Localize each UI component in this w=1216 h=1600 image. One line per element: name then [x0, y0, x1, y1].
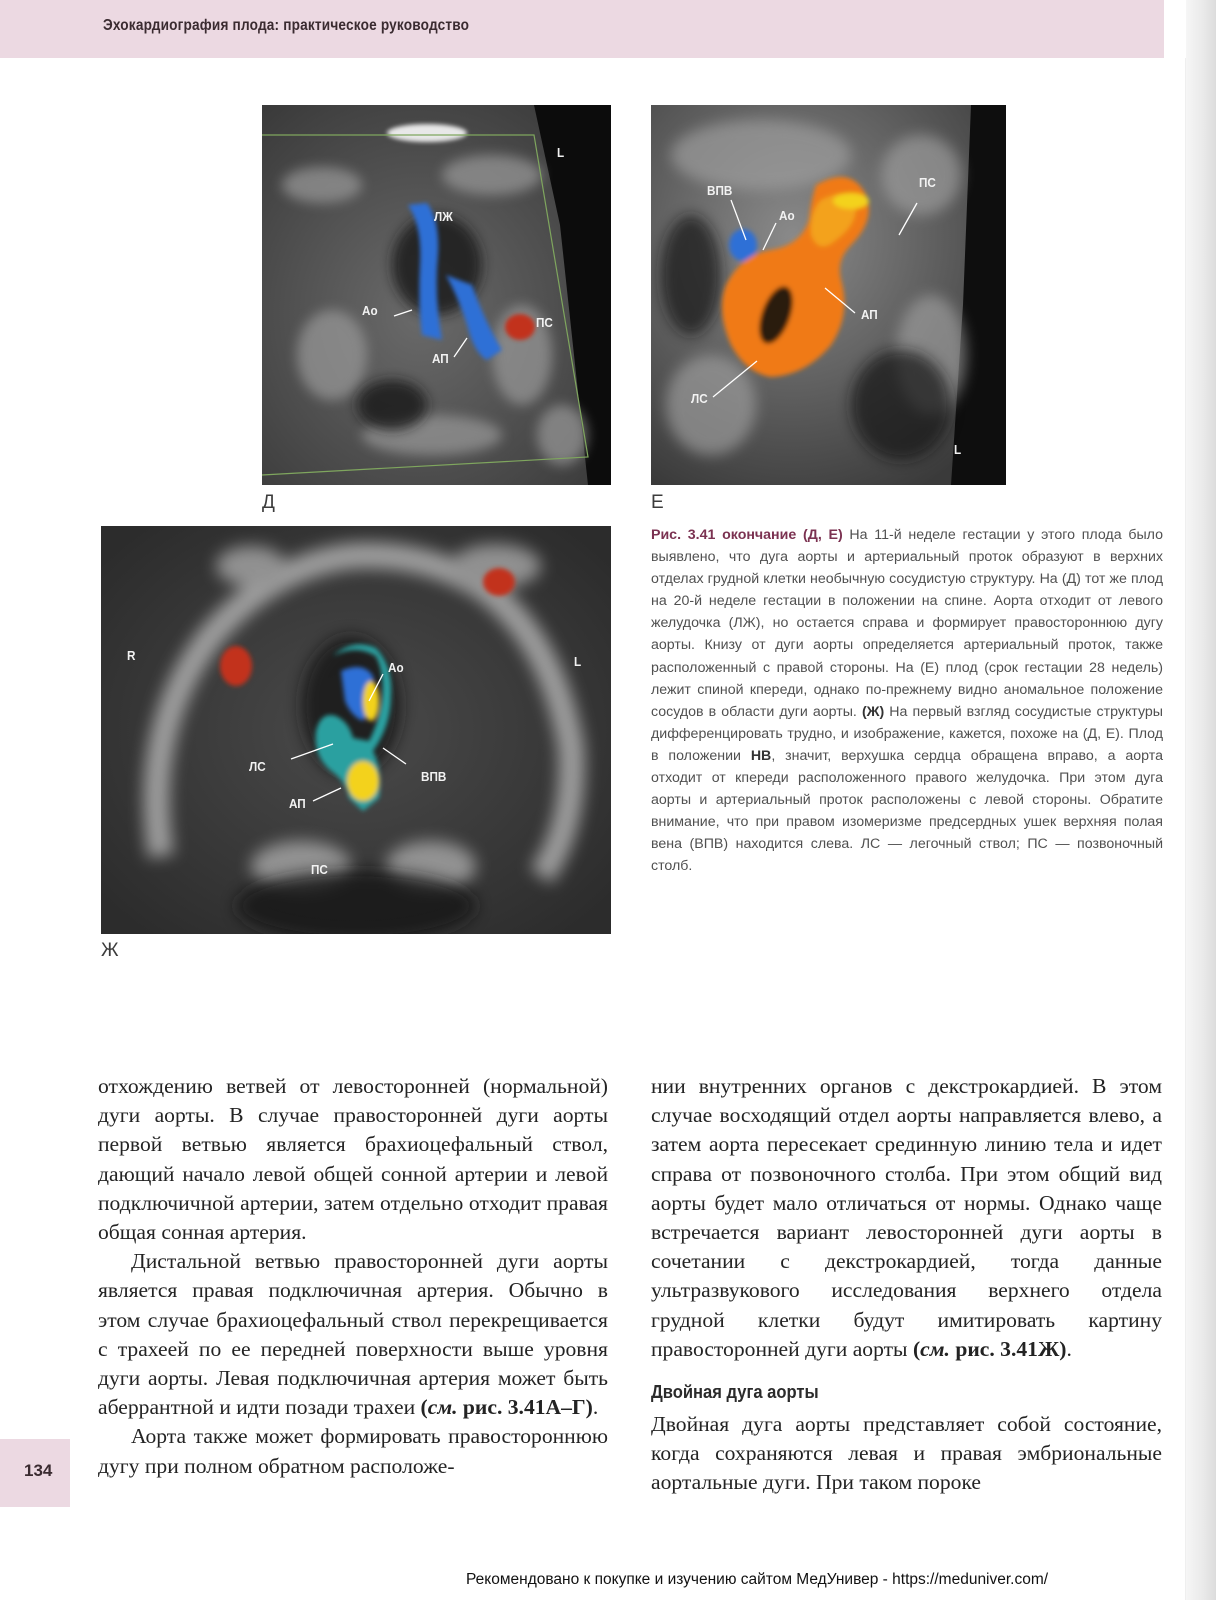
label-ao: Ао	[388, 660, 404, 675]
paragraph	[98, 1247, 608, 1422]
paragraph-text: нии внутренних органов с декстрокардией. В этом случае восходящий отдел аорты направляется влево, а затем аорта пересекает срединную линию тела и идет справа от позвоночного столба. При этом общий вид аорты будет мало отличаться от нормы. Однако чаще встречается вариант левосторонней дуги аорты в сочетании с декстрокардией, тогда данные ультразвукового исследования верхнего отдела грудной клетки будут имитировать картину правосторонней дуги аорты	[651, 1074, 1162, 1361]
ref-open: (	[912, 1336, 921, 1361]
caption-zh-marker: (Ж)	[861, 703, 885, 720]
caption-text-2: На первый взгляд сосудистые структуры дифференцировать трудно, и изображение, кажется, похоже на (Д, Е). Плод в положении	[651, 703, 1163, 764]
figure-caption	[651, 524, 1163, 878]
label-orientation-l: L	[954, 442, 962, 457]
label-right-r: R	[127, 648, 136, 663]
ultrasound-e-graphic	[651, 105, 1006, 485]
panel-letter-e: Е	[651, 492, 664, 513]
paragraph-text: Дистальной ветвью правосторонней дуги аорты является правая подключичная артерия. Обычно в этом случае брахиоцефальный ствол перекрещивается с трахеей по ее передней поверхности выше уровня дуги аорты. Левая подключичная артерия может быть аберрантной и идти позади трахеи	[98, 1249, 608, 1420]
footer-note: Рекомендовано к покупке и изучению сайтом МедУнивер - https://meduniver.com/	[466, 1571, 1049, 1588]
ultrasound-d-graphic	[262, 105, 611, 485]
label-vpv: ВПВ	[707, 183, 733, 198]
figure-reference	[913, 1337, 1067, 1361]
caption-lead: Рис. 3.41 окончание (Д, Е)	[651, 527, 843, 543]
page-number: 134	[24, 1461, 53, 1480]
ultrasound-zh-graphic	[101, 526, 611, 934]
ultrasound-image-d	[262, 105, 611, 485]
paragraph: Аорта также может формировать правостороннюю дугу при полном обратном расположе-	[98, 1424, 608, 1478]
caption-text-1: На 11-й неделе гестации у этого плода было выявлено, что дуга аорты и артериальный проток образуют в верхних отделах грудной клетки необычную сосудистую структуру. На (Д) тот же плод на 20-й неделе гестации в положении на спине. Аорта отходит от левого желудочка (ЛЖ), но остается справа и формирует правостороннюю дугу аорты. Книзу от дуги аорты определяется артериальный проток, также расположенный с правой стороны. На (Е) плод (срок гестации 28 недель) лежит спиной кпереди, однако по-прежнему видно аномальное положение сосудов в области дуги аорты.	[651, 527, 1163, 720]
ref-see: см.	[427, 1395, 458, 1420]
figure-reference	[421, 1395, 593, 1419]
label-orientation-l: L	[557, 145, 565, 160]
ref-open: (	[420, 1395, 428, 1420]
label-ap: АП	[432, 351, 449, 366]
label-left-l: L	[574, 654, 582, 669]
label-ps: ПС	[536, 315, 553, 330]
section-subheading: Двойная дуга аорты	[651, 1382, 819, 1403]
page-edge-line	[1185, 58, 1186, 1600]
ultrasound-image-e	[651, 105, 1006, 485]
panel-letter-d: Д	[262, 492, 275, 513]
ultrasound-image-zh	[101, 526, 611, 934]
label-vpv: ВПВ	[421, 769, 447, 784]
label-ao: Ао	[779, 208, 795, 223]
label-ls: ЛС	[691, 391, 708, 406]
ref-rest: рис. 3.41А–Г)	[457, 1395, 593, 1420]
ref-see: см.	[920, 1336, 950, 1361]
paragraph: Двойная дуга аорты представляет собой состояние, когда сохраняются левая и правая эмбриональные аортальные дуги. При таком пороке	[651, 1412, 1162, 1495]
label-ps: ПС	[311, 862, 328, 877]
running-title: Эхокардиография плода: практическое руководство	[103, 17, 470, 34]
label-ap: АП	[289, 796, 306, 811]
label-ao: Ао	[362, 303, 378, 318]
paragraph: отхождению ветвей от левосторонней (нормальной) дуги аорты. В случае правосторонней дуги аорты первой ветвью является брахиоцефальный ствол, дающий начало левой общей сонной артерии и левой подключичной артерии, затем отдельно отходит правая общая сонная артерия.	[98, 1074, 608, 1245]
body-column-right	[651, 1072, 1162, 1498]
panel-letter-zh: Ж	[101, 940, 119, 961]
label-ps: ПС	[919, 175, 936, 190]
caption-text-3: , значит, верхушка сердца обращена вправо, а аорта отходит от кпереди расположенного правого желудочка. При этом дуга аорты и артериальный проток расположены с левой стороны. Обратите внимание, что при правом изомеризме предсердных ушек верхняя полая вена (ВПВ) находится слева. ЛС — легочный ствол; ПС — позвоночный столб.	[651, 747, 1163, 875]
page-edge-shadow	[1186, 0, 1216, 1600]
paragraph-end: .	[1066, 1336, 1072, 1361]
label-lv: ЛЖ	[434, 209, 453, 224]
caption-nv: НВ	[750, 747, 772, 764]
label-ap: АП	[861, 307, 878, 322]
label-ls: ЛС	[249, 759, 266, 774]
ref-rest: рис. 3.41Ж)	[949, 1336, 1067, 1361]
paragraph-end: .	[592, 1395, 599, 1420]
paragraph	[651, 1072, 1162, 1364]
body-column-left	[98, 1072, 608, 1481]
